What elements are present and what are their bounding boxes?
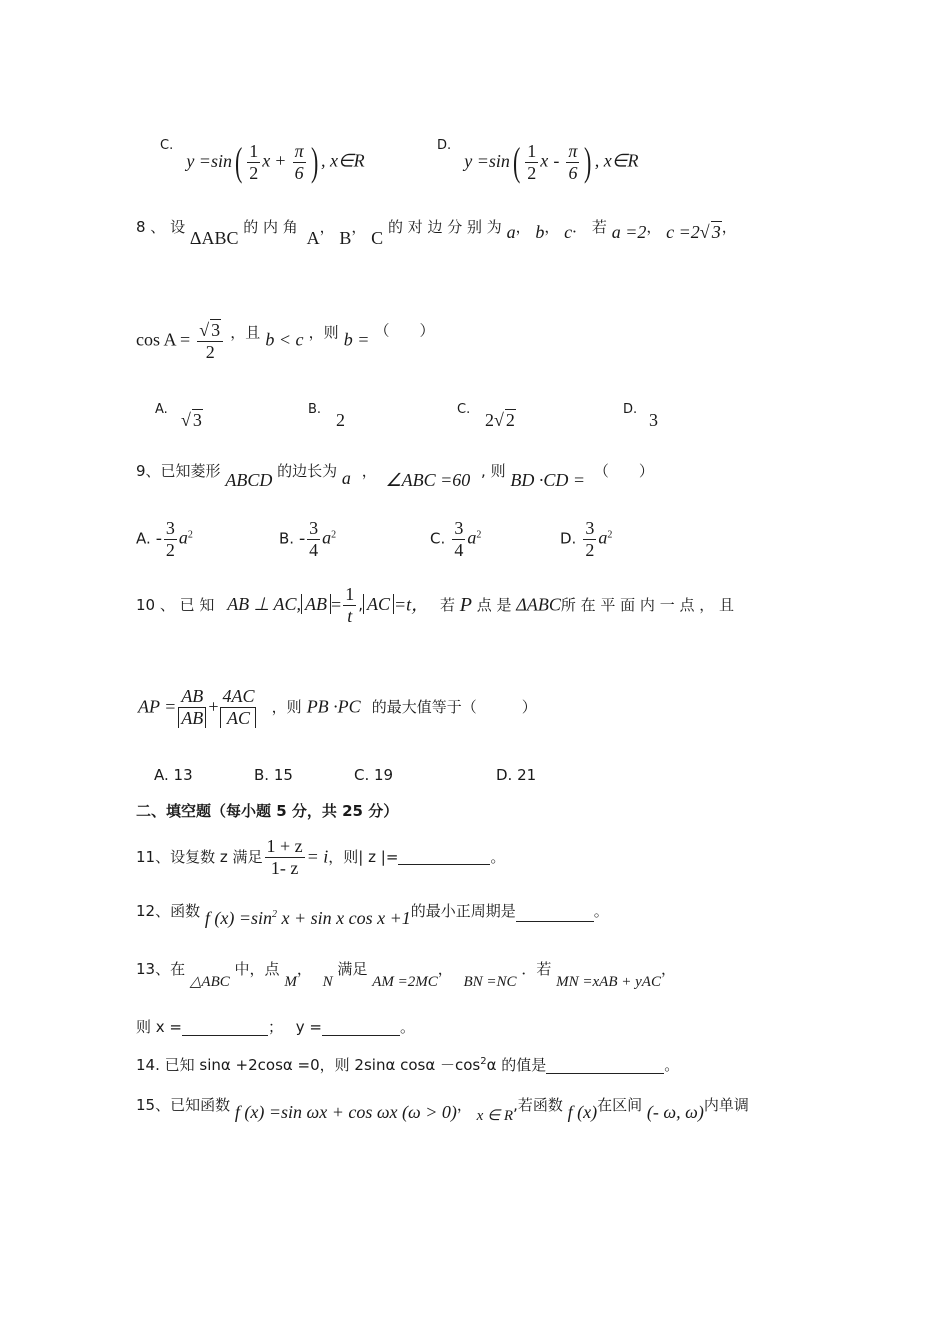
q9-paren: （ ） <box>593 462 654 480</box>
q14-sq: 2 <box>480 1056 487 1067</box>
q10-number: 10 、 已 知 <box>136 596 215 615</box>
q10-pb-pc: PB ·PC <box>306 696 361 717</box>
q10-options <box>154 766 574 786</box>
q13-number: 13、在 <box>136 960 186 978</box>
q9-opt-b: B. - $\frac{3}{4}$ $a^2$ <box>279 518 337 560</box>
q13-am: AM =2MC <box>372 974 438 990</box>
q9-ze: , 则 <box>481 462 506 480</box>
q9-dot-product: BD ·CD = <box>510 470 586 490</box>
q13-sep: ； <box>267 1018 283 1036</box>
q11-end: 。 <box>490 848 506 867</box>
q13-line2 <box>136 1018 415 1036</box>
q8-opt-a-label: A. <box>155 402 168 417</box>
q7-d-tail: , x∈R <box>594 150 639 171</box>
q7-d-label: D. <box>437 138 452 153</box>
q9-angle: ∠ABC =60 <box>385 470 471 490</box>
q13-triangle: △ABC <box>189 974 230 990</box>
q8-opt-d-label: D. <box>623 402 638 417</box>
q7-d-expr: y =sin <box>464 150 510 171</box>
q11-answer-blank[interactable] <box>398 850 490 865</box>
q8-options <box>155 402 715 436</box>
q11-eq-i: = i <box>306 846 329 867</box>
q8-triangle: ΔABC <box>189 228 239 248</box>
q11-frac: $\frac{1 + z}{1- z}$ <box>266 836 303 878</box>
q8-opt-b-val: 2 <box>336 410 345 430</box>
q15-line: 15、已知函数 f (x) =sin ωx + cos ωx (ω > 0)， x ∈ R,若函数 f (x)在区间 (- ω, ω)内单调 <box>136 1096 749 1124</box>
q10-frac1: $\frac{AB}{AB}$ <box>178 686 206 728</box>
q7-d-pi6: $\frac{\pi}{6}$ <box>568 140 578 183</box>
q8-paren: （ ） <box>374 321 435 340</box>
q12-expr: f $(x) =\sin^2$ x + sin x cos x +1 <box>204 908 411 928</box>
q9-opt-d: D. $\frac{3}{2}$ $a^2$ <box>560 518 613 560</box>
q13-line1: 13、在 △ABC 中，点 M， N 满足 AM =2MC， BN =NC ．若 MN =xAB + yAC， <box>136 960 676 990</box>
q9-number: 9、已知菱形 <box>136 462 221 480</box>
q10-eqt: =t， <box>394 594 430 615</box>
q12-line <box>136 900 609 928</box>
q15-xr: x ∈ R <box>476 1108 514 1124</box>
q13-text1: 中，点 <box>234 960 280 978</box>
q8-cos-frac: $\frac{√ 3}{2}$ <box>197 320 223 362</box>
q8-opt-a-val: √ 3 <box>181 410 202 430</box>
q13-x-label: 则 x = <box>136 1018 182 1036</box>
q12-number: 12、函数 <box>136 902 201 920</box>
q8-opt-d-val: 3 <box>649 410 658 430</box>
q8-condition: b < c <box>265 329 304 350</box>
q13-mn: MN =xAB + yAC <box>556 974 661 990</box>
q10-frac2: $\frac{4AC}{AC}$ <box>222 686 255 728</box>
q7-d-half: $\frac{1}{2}$ <box>527 140 537 183</box>
q8-qie: ，且 <box>230 323 261 342</box>
q11-number: 11、设复数 z 满足 <box>136 848 263 867</box>
q8-c-eq: c =2√ 3 <box>666 222 721 242</box>
q9-line: 9、已知菱形 ABCD 的边长为 a ， ∠ABC =60 , 则 BD ·CD = （ ） <box>136 462 654 490</box>
q10-ac-abs: AC <box>363 594 394 614</box>
q8-cos-expr: cos A = <box>136 329 191 350</box>
q10-perp: AB ⊥ AC, <box>227 594 302 615</box>
q9-a: a <box>341 468 351 488</box>
q10-ap: AP = <box>138 696 177 717</box>
q7-c-label: C. <box>160 138 174 153</box>
q10-text4: 的最大值等于（ ） <box>371 698 537 717</box>
q7-option-c: $^{C.}$ y =sin( $\frac{1}{2}$ x + $\frac{\pi}{6}$ ) , x∈R <box>160 138 365 184</box>
q8-ze: ，则 <box>308 323 339 342</box>
q8-text3: 若 <box>591 218 607 236</box>
q10-text2: 点 是 <box>476 596 512 615</box>
q8-line2 <box>136 320 434 362</box>
q8-C: C <box>371 228 384 248</box>
q10-inv-t: $\frac{1}{t}$ <box>345 584 355 626</box>
q8-text1: 的 内 角 <box>243 218 298 236</box>
q7-d-x: x <box>540 150 549 171</box>
q10-opt-b: B. 15 <box>254 766 293 784</box>
q10-opt-c: C. 19 <box>354 766 394 784</box>
q15-text2: 在区间 <box>597 1096 643 1114</box>
q8-A: A <box>306 228 320 248</box>
q13-y-blank[interactable] <box>322 1021 400 1036</box>
q14-text: 14. 已知 sinα +2cosα =0，则 2sinα cosα －cos <box>136 1056 481 1074</box>
q8-text2: 的 对 边 分 别 为 <box>387 218 502 236</box>
q11-tail: ，则| z |= <box>328 848 399 867</box>
q8-opt-c-val: 2√ 2 <box>485 410 515 430</box>
q9-abcd: ABCD <box>225 470 273 490</box>
q13-text3: ．若 <box>521 960 552 978</box>
q15-expr: f (x) =sin ωx + cos ωx (ω > 0) <box>234 1102 457 1122</box>
q10-text3: 所 在 平 面 内 一 点 ， 且 <box>560 596 735 615</box>
q8-b: b <box>535 222 545 242</box>
q7-c-x: x <box>262 150 271 171</box>
q10-plus: + <box>208 696 219 717</box>
q9-opt-c: C. $\frac{3}{4}$ $a^2$ <box>430 518 482 560</box>
q15-text3: 内单调 <box>703 1096 749 1114</box>
q13-x-blank[interactable] <box>182 1021 268 1036</box>
q7-c-tail: , x∈R <box>321 150 365 171</box>
q8-a: a <box>506 222 516 242</box>
q10-eq: = <box>331 594 342 615</box>
q14-line <box>136 1056 679 1074</box>
q10-line1: 10 、 已 知 AB ⊥ AC, AB = $\frac{1}{t}$ , AC =t， 若 P 点 是 ΔABC所 在 平 面 内 一 点 ， 且 <box>136 584 735 626</box>
q15-fx: f (x) <box>567 1102 598 1122</box>
q7-c-plus: + <box>275 150 286 171</box>
q8-opt-b-label: B. <box>308 402 322 417</box>
q12-tail: 的最小正周期是 <box>410 902 516 920</box>
q10-ruo: 若 <box>439 596 455 615</box>
q15-text1: ,若函数 <box>513 1096 563 1114</box>
q7-option-d: $^{D.}$ y =sin( $\frac{1}{2}$ x - $\frac{\pi}{6}$ ) , x∈R <box>437 138 639 184</box>
q8-c: c <box>564 222 573 242</box>
q7-d-minus: - <box>553 150 560 171</box>
q8-line1: 8 、 设 ΔABC 的 内 角 A， B， C 的 对 边 分 别 为 a， b， c． 若 a =2， c =2√ 3， <box>136 218 737 248</box>
q14-answer-blank[interactable] <box>546 1059 664 1074</box>
q10-triangle: ΔABC <box>516 594 561 615</box>
q14-end: 。 <box>664 1056 680 1074</box>
q13-text2: 满足 <box>337 960 368 978</box>
q10-ab-abs: AB <box>301 594 331 614</box>
q12-answer-blank[interactable] <box>516 907 594 922</box>
q13-end: 。 <box>400 1018 416 1036</box>
q9-opt-a: A. - $\frac{3}{2}$ $a^2$ <box>136 518 193 560</box>
q8-B: B <box>339 228 352 248</box>
q15-interval: (- ω, ω) <box>646 1102 704 1122</box>
q8-opt-c-label: C. <box>457 402 471 417</box>
q8-number: 8 、 设 <box>136 218 186 236</box>
q9-text1: 的边长为 <box>277 462 338 480</box>
q10-line2 <box>138 686 537 728</box>
q9-options <box>136 518 636 566</box>
section-title: 二、填空题（每小题 5 分，共 25 分） <box>136 802 399 820</box>
q7-c-expr: y =sin <box>186 150 232 171</box>
q10-P: P <box>459 594 472 617</box>
q14-text2: α 的值是 <box>486 1056 547 1074</box>
q13-y-label: y = <box>295 1018 322 1036</box>
q7-c-pi6: $\frac{\pi}{6}$ <box>294 140 304 183</box>
q10-opt-a: A. 13 <box>154 766 193 784</box>
q11-line <box>136 836 505 878</box>
q13-M: M <box>284 974 297 990</box>
q7-c-half: $\frac{1}{2}$ <box>249 140 259 183</box>
q10-ze: ，则 <box>271 698 302 717</box>
q13-bn: BN =NC <box>463 974 517 990</box>
q8-a-eq: a =2 <box>611 222 647 242</box>
q8-b-expr: b = <box>343 329 370 350</box>
q13-N: N <box>322 974 333 990</box>
q10-opt-d: D. 21 <box>496 766 537 784</box>
q12-end: 。 <box>593 902 609 920</box>
q15-number: 15、已知函数 <box>136 1096 231 1114</box>
